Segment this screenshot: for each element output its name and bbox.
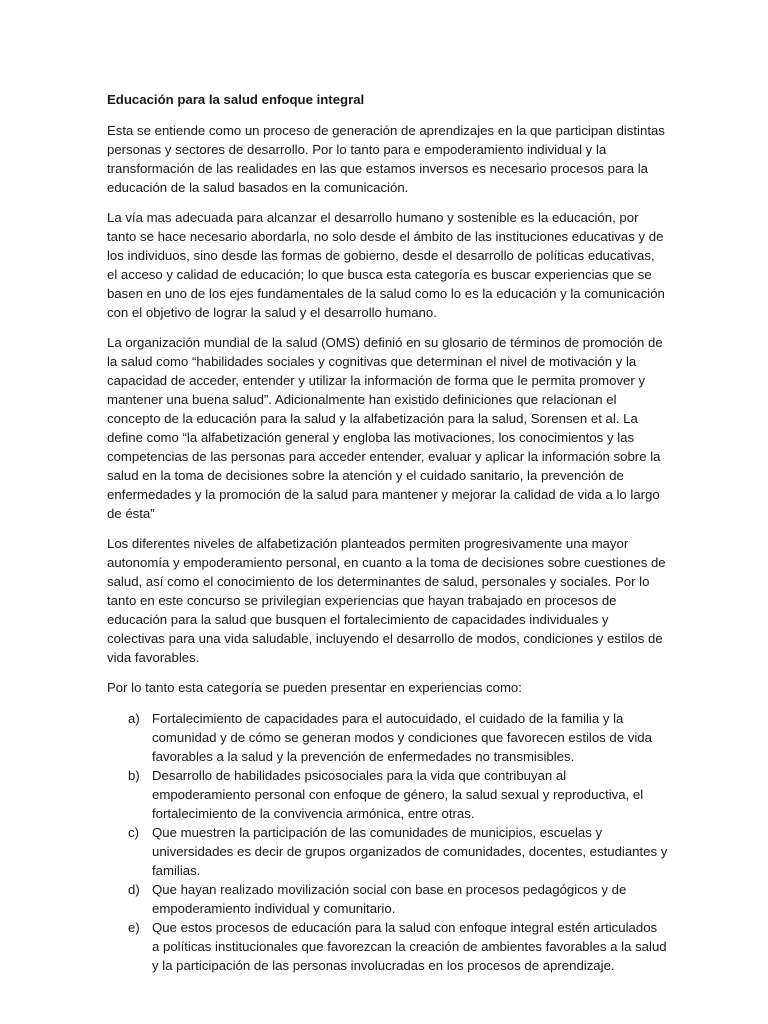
document-title: Educación para la salud enfoque integral <box>107 92 365 107</box>
list-item-text: Que estos procesos de educación para la salud con enfoque integral estén articulados a políticas institucionales que favorezcan la creación de ambientes favorables a la salud y la participación de las personas involucradas en los procesos de aprendizaje. <box>152 920 667 973</box>
list-item-text: Que muestren la participación de las comunidades de municipios, escuelas y universidades es decir de grupos organizados de comunidades, docentes, estudiantes y familias. <box>152 825 668 878</box>
paragraph: Los diferentes niveles de alfabetización planteados permiten progresivamente una mayor autonomía y empoderamiento personal, en cuanto a la toma de decisiones sobre cuestiones de salud, así como el conocimiento de los determinantes de salud, personales y sociales. Por lo tanto en este concurso se privilegian experiencias que hayan trabajado en procesos de educación para la salud que busquen el fortalecimiento de capacidades individuales y colectivas para una vida saludable, incluyendo el desarrollo de modos, condiciones y estilos de vida favorables. <box>107 536 666 665</box>
list-item <box>107 880 668 918</box>
list-item <box>107 918 668 975</box>
paragraph: La vía mas adecuada para alcanzar el desarrollo humano y sostenible es la educación, por tanto se hace necesario abordarla, no solo desde el ámbito de las instituciones educativas y de los individuos, sino desde las formas de gobierno, desde el desarrollo de políticas educativas, el acceso y calidad de educación; lo que busca esta categoría es buscar experiencias que se basen en uno de los ejes fundamentales de la salud como lo es la educación y la comunicación con el objetivo de lograr la salud y el desarrollo humano. <box>107 210 665 320</box>
experience-list <box>107 709 668 975</box>
list-item <box>107 766 668 823</box>
list-marker: d) <box>128 882 140 897</box>
list-marker: e) <box>128 920 140 935</box>
list-item-text: Desarrollo de habilidades psicosociales para la vida que contribuyan al empoderamiento personal con enfoque de género, la salud sexual y reproductiva, el fortalecimiento de la convivencia armónica, entre otras. <box>152 768 644 821</box>
list-marker: a) <box>128 711 140 726</box>
paragraph: Esta se entiende como un proceso de generación de aprendizajes en la que participan distintas personas y sectores de desarrollo. Por lo tanto para e empoderamiento individual y la transformación de las realidades en las que estamos inversos es necesario procesos para la educación de la salud basados en la comunicación. <box>107 123 665 195</box>
list-item <box>107 709 668 766</box>
list-marker: b) <box>128 768 140 783</box>
list-item <box>107 823 668 880</box>
list-item-text: Fortalecimiento de capacidades para el autocuidado, el cuidado de la familia y la comunidad y de cómo se generan modos y condiciones que favorecen estilos de vida favorables a la salud y la prevención de enfermedades no transmisibles. <box>152 711 652 764</box>
list-item-text: Que hayan realizado movilización social con base en procesos pedagógicos y de empoderamiento individual y comunitario. <box>152 882 627 916</box>
paragraph: Por lo tanto esta categoría se pueden presentar en experiencias como: <box>107 680 522 695</box>
list-marker: c) <box>128 825 139 840</box>
paragraph: La organización mundial de la salud (OMS) definió en su glosario de términos de promoción de la salud como “habilidades sociales y cognitivas que determinan el nivel de motivación y la capacidad de acceder, entender y utilizar la información de forma que le permita promover y mantener una buena salud”. Adicionalmente han existido definiciones que relacionan el concepto de la educación para la salud y la alfabetización para la salud, Sorensen et al. La define como “la alfabetización general y engloba las motivaciones, los conocimientos y las competencias de las personas para acceder entender, evaluar y aplicar la información sobre la salud en la toma de decisiones sobre la atención y el cuidado sanitario, la prevención de enfermedades y la promoción de la salud para mantener y mejorar la calidad de vida a lo largo de ésta” <box>107 335 663 521</box>
